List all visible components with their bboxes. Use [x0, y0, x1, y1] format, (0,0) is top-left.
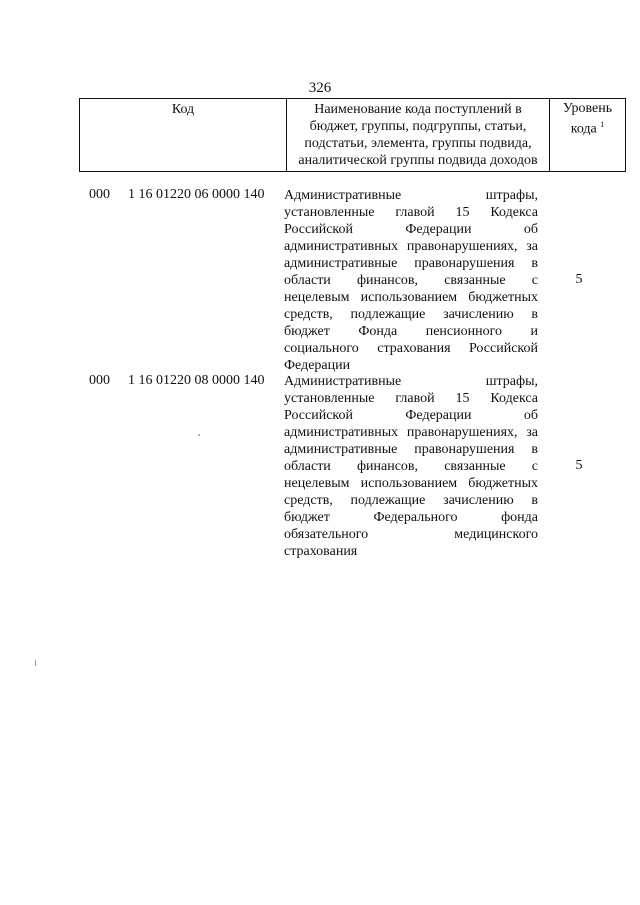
row-name-line: социального страхования Российской [284, 341, 538, 356]
row-name-line: административные правонарушения в [284, 442, 538, 457]
row-name-line: установленные главой 15 Кодекса [284, 391, 538, 406]
row-name-line: бюджет Федерального фонда [284, 510, 538, 525]
scan-speck [35, 660, 36, 666]
row-prefix: 000 [89, 187, 110, 202]
row-name-line: области финансов, связанные с [284, 459, 538, 474]
scan-speck [198, 434, 200, 436]
row-code: 1 16 01220 06 0000 140 [128, 187, 265, 202]
row-name-line: страхования [284, 544, 358, 559]
header-name: Наименование кода поступлений в бюджет, группы, подгруппы, статьи, подстатьи, элемента, группы подвида, аналитической группы подвида доходов [287, 99, 550, 172]
row-code: 1 16 01220 08 0000 140 [128, 373, 265, 388]
row-name [284, 187, 538, 374]
row-name-line: Российской Федерации об [284, 408, 538, 423]
row-name [284, 373, 538, 560]
row-name-line: административных правонарушениях, за [284, 425, 538, 440]
row-name-line: обязательного медицинского [284, 527, 538, 542]
row-prefix: 000 [89, 373, 110, 388]
row-name-line: нецелевым использованием бюджетных [284, 290, 538, 305]
row-name-line: Российской Федерации об [284, 222, 538, 237]
header-row [80, 99, 626, 172]
header-level [550, 99, 626, 172]
row-name-line: средств, подлежащие зачислению в [284, 307, 538, 322]
row-level: 5 [575, 458, 583, 473]
row-name-line: нецелевым использованием бюджетных [284, 476, 538, 491]
row-name-line: Административные штрафы, [284, 188, 538, 203]
header-level-footnote: 1 [600, 120, 605, 129]
header-table [79, 98, 626, 172]
row-level: 5 [575, 272, 583, 287]
row-name-line: установленные главой 15 Кодекса [284, 205, 538, 220]
row-name-line: средств, подлежащие зачислению в [284, 493, 538, 508]
row-name-line: области финансов, связанные с [284, 273, 538, 288]
header-code: Код [80, 99, 287, 172]
row-name-line: Федерации [284, 358, 351, 373]
row-name-line: бюджет Фонда пенсионного и [284, 324, 538, 339]
header-level-label: Уровень кода [562, 101, 613, 137]
row-name-line: Административные штрафы, [284, 374, 538, 389]
page-number: 326 [308, 80, 332, 96]
row-name-line: административных правонарушениях, за [284, 239, 538, 254]
row-name-line: административные правонарушения в [284, 256, 538, 271]
